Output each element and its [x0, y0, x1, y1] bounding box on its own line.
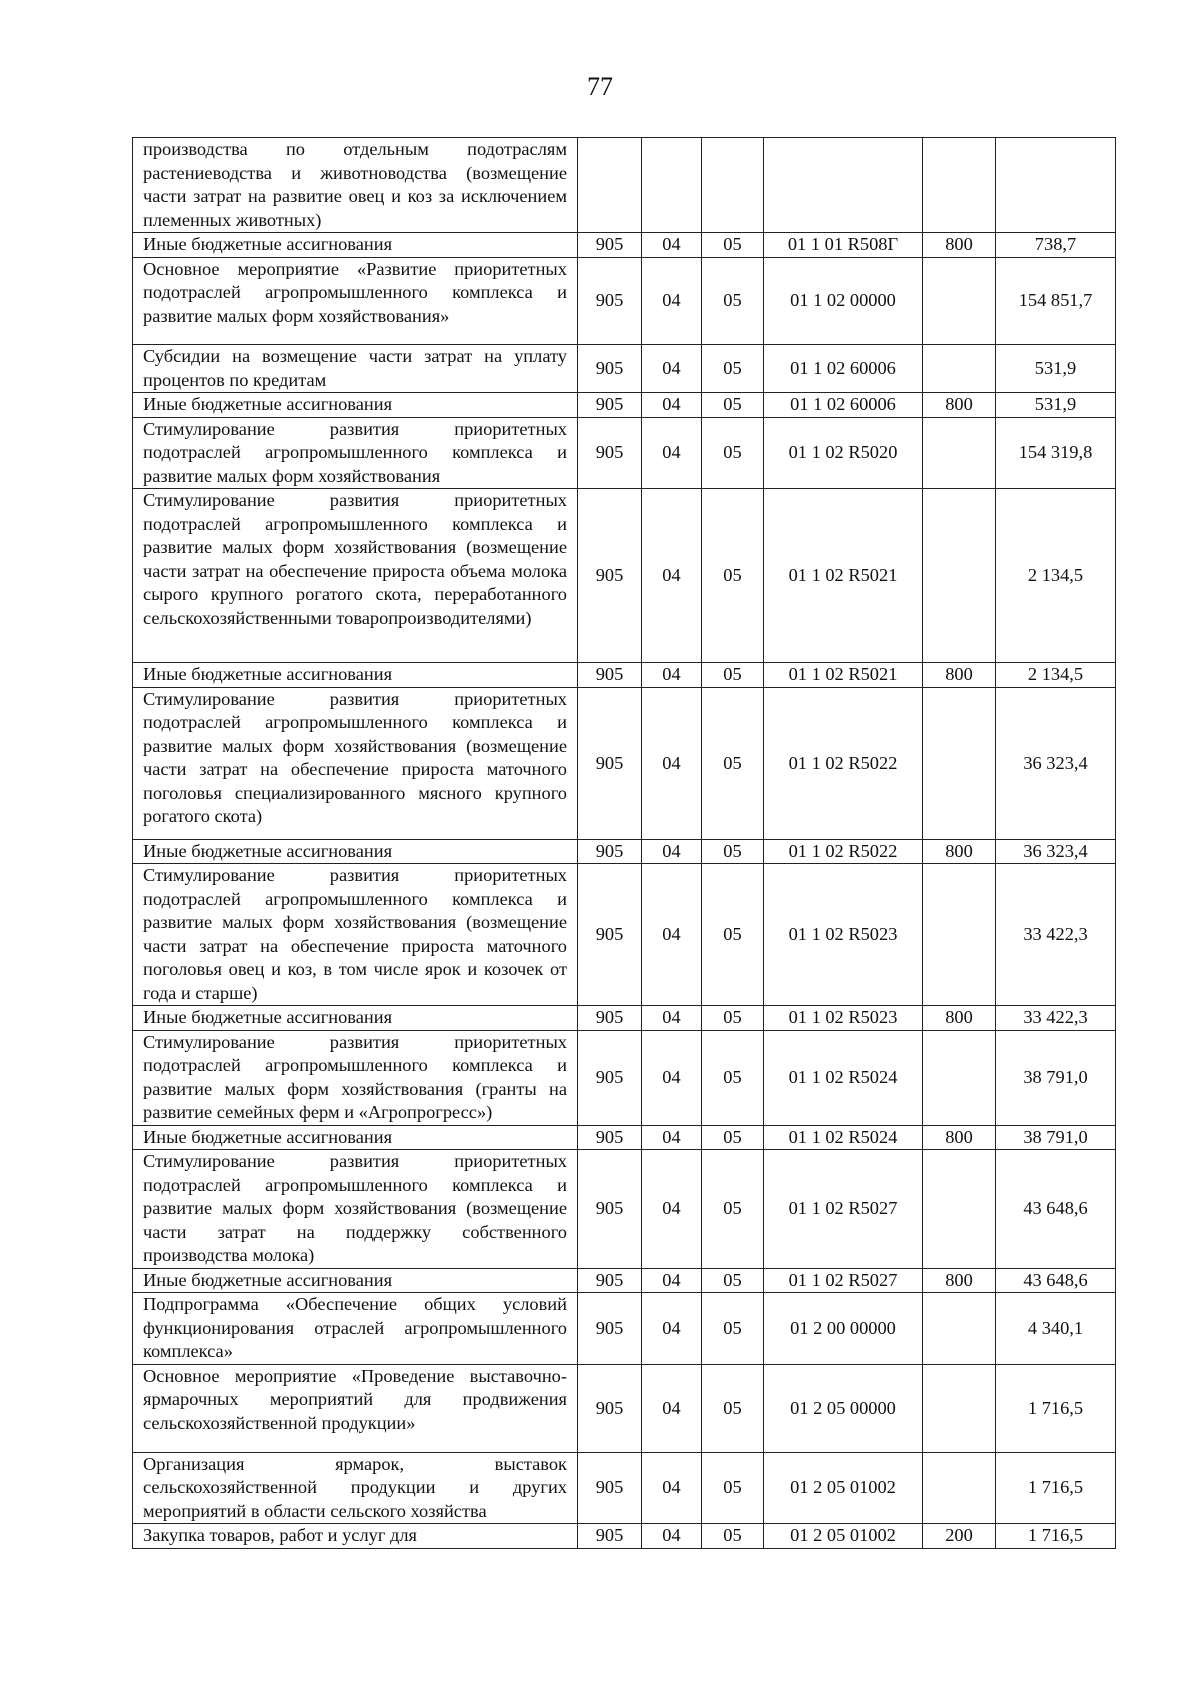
table-row: [133, 1452, 1116, 1524]
table-row: [133, 1268, 1116, 1293]
row-section-code-cell: 04: [642, 1364, 702, 1452]
row-subsection-code-cell: 05: [702, 1293, 764, 1365]
row-amount-cell: 1 716,5: [996, 1524, 1116, 1549]
row-amount-cell: 531,9: [996, 393, 1116, 418]
row-name-cell: Стимулирование развития приоритетных подотраслей агропромышленного комплекса и развитие малых форм хозяйствования (возмещение части затрат на поддержку собственного производства молока): [133, 1150, 578, 1269]
row-section-code-cell: 04: [642, 1524, 702, 1549]
row-admin-code-cell: 905: [578, 1268, 642, 1293]
row-target-article-cell: 01 1 02 R5027: [764, 1150, 923, 1269]
table-row: [133, 257, 1116, 345]
row-expense-type-cell: [923, 687, 996, 839]
table-row: [133, 663, 1116, 688]
row-amount-cell: 2 134,5: [996, 663, 1116, 688]
row-section-code-cell: 04: [642, 1268, 702, 1293]
row-subsection-code-cell: [702, 138, 764, 233]
table-row: [133, 417, 1116, 489]
row-name-cell: Иные бюджетные ассигнования: [133, 1006, 578, 1031]
row-subsection-code-cell: 05: [702, 687, 764, 839]
row-section-code-cell: 04: [642, 1006, 702, 1031]
row-amount-cell: 38 791,0: [996, 1125, 1116, 1150]
row-section-code-cell: 04: [642, 1293, 702, 1365]
row-name-cell: Стимулирование развития приоритетных подотраслей агропромышленного комплекса и развитие малых форм хозяйствования: [133, 417, 578, 489]
row-admin-code-cell: 905: [578, 864, 642, 1006]
row-section-code-cell: 04: [642, 687, 702, 839]
row-expense-type-cell: 800: [923, 1125, 996, 1150]
row-expense-type-cell: 800: [923, 839, 996, 864]
row-admin-code-cell: 905: [578, 1030, 642, 1125]
row-subsection-code-cell: 05: [702, 1030, 764, 1125]
row-name-cell: Субсидии на возмещение части затрат на уплату процентов по кредитам: [133, 345, 578, 393]
row-expense-type-cell: [923, 1293, 996, 1365]
row-subsection-code-cell: 05: [702, 1150, 764, 1269]
row-name-cell: Иные бюджетные ассигнования: [133, 1268, 578, 1293]
row-admin-code-cell: [578, 138, 642, 233]
row-admin-code-cell: 905: [578, 687, 642, 839]
table-row: [133, 1524, 1116, 1549]
table-row: [133, 1364, 1116, 1452]
row-target-article-cell: 01 2 00 00000: [764, 1293, 923, 1365]
row-subsection-code-cell: 05: [702, 1268, 764, 1293]
row-target-article-cell: 01 2 05 00000: [764, 1364, 923, 1452]
row-section-code-cell: [642, 138, 702, 233]
row-admin-code-cell: 905: [578, 393, 642, 418]
row-section-code-cell: 04: [642, 864, 702, 1006]
row-expense-type-cell: [923, 1364, 996, 1452]
table-row: [133, 839, 1116, 864]
row-admin-code-cell: 905: [578, 345, 642, 393]
row-subsection-code-cell: 05: [702, 839, 764, 864]
table-row: [133, 1293, 1116, 1365]
row-name-cell: Иные бюджетные ассигнования: [133, 839, 578, 864]
row-amount-cell: [996, 138, 1116, 233]
row-name-cell: Иные бюджетные ассигнования: [133, 1125, 578, 1150]
row-expense-type-cell: 800: [923, 1006, 996, 1031]
row-target-article-cell: 01 1 02 60006: [764, 345, 923, 393]
row-name-cell: Иные бюджетные ассигнования: [133, 233, 578, 258]
row-admin-code-cell: 905: [578, 1150, 642, 1269]
row-section-code-cell: 04: [642, 1030, 702, 1125]
row-name-cell: Стимулирование развития приоритетных подотраслей агропромышленного комплекса и развитие малых форм хозяйствования (возмещение части затрат на обеспечение прироста маточного поголовья овец и коз, в том числе ярок и козочек от года и старше): [133, 864, 578, 1006]
row-name-cell: Основное мероприятие «Проведение выставочно-ярмарочных мероприятий для продвижения сельскохозяйственной продукции»: [133, 1364, 578, 1452]
row-subsection-code-cell: 05: [702, 663, 764, 688]
table-row: [133, 138, 1116, 233]
row-section-code-cell: 04: [642, 1150, 702, 1269]
table-row: [133, 345, 1116, 393]
row-target-article-cell: 01 1 02 R5021: [764, 489, 923, 663]
table-row: [133, 1006, 1116, 1031]
row-name-cell: Закупка товаров, работ и услуг для: [133, 1524, 578, 1549]
row-admin-code-cell: 905: [578, 489, 642, 663]
table-row: [133, 233, 1116, 258]
table-row: [133, 1030, 1116, 1125]
row-amount-cell: 2 134,5: [996, 489, 1116, 663]
row-admin-code-cell: 905: [578, 839, 642, 864]
row-target-article-cell: 01 1 02 R5024: [764, 1125, 923, 1150]
row-subsection-code-cell: 05: [702, 417, 764, 489]
row-target-article-cell: 01 1 02 00000: [764, 257, 923, 345]
row-section-code-cell: 04: [642, 257, 702, 345]
row-admin-code-cell: 905: [578, 417, 642, 489]
row-subsection-code-cell: 05: [702, 1364, 764, 1452]
page-number: 77: [587, 72, 613, 101]
row-subsection-code-cell: 05: [702, 1524, 764, 1549]
table-row: [133, 393, 1116, 418]
row-amount-cell: 33 422,3: [996, 1006, 1116, 1031]
row-expense-type-cell: [923, 864, 996, 1006]
row-subsection-code-cell: 05: [702, 1452, 764, 1524]
row-name-cell: производства по отдельным подотраслям растениеводства и животноводства (возмещение части затрат на развитие овец и коз за исключением племенных животных): [133, 138, 578, 233]
row-target-article-cell: 01 1 02 R5022: [764, 839, 923, 864]
budget-table-body: [133, 138, 1116, 1549]
row-expense-type-cell: [923, 1452, 996, 1524]
row-section-code-cell: 04: [642, 345, 702, 393]
table-row: [133, 1150, 1116, 1269]
row-expense-type-cell: 800: [923, 1268, 996, 1293]
row-name-cell: Иные бюджетные ассигнования: [133, 663, 578, 688]
row-subsection-code-cell: 05: [702, 233, 764, 258]
row-subsection-code-cell: 05: [702, 345, 764, 393]
row-amount-cell: 738,7: [996, 233, 1116, 258]
row-amount-cell: 154 319,8: [996, 417, 1116, 489]
table-row: [133, 1125, 1116, 1150]
row-target-article-cell: 01 1 02 R5024: [764, 1030, 923, 1125]
row-expense-type-cell: 800: [923, 233, 996, 258]
row-target-article-cell: 01 1 02 R5021: [764, 663, 923, 688]
row-expense-type-cell: [923, 489, 996, 663]
row-expense-type-cell: 800: [923, 393, 996, 418]
row-name-cell: Организация ярмарок, выставок сельскохозяйственной продукции и других мероприятий в области сельского хозяйства: [133, 1452, 578, 1524]
row-expense-type-cell: [923, 1150, 996, 1269]
row-subsection-code-cell: 05: [702, 1006, 764, 1031]
row-section-code-cell: 04: [642, 1125, 702, 1150]
row-name-cell: Основное мероприятие «Развитие приоритетных подотраслей агропромышленного комплекса и развитие малых форм хозяйствования»: [133, 257, 578, 345]
row-amount-cell: 4 340,1: [996, 1293, 1116, 1365]
row-amount-cell: 36 323,4: [996, 687, 1116, 839]
row-expense-type-cell: 800: [923, 663, 996, 688]
row-name-cell: Подпрограмма «Обеспечение общих условий функционирования отраслей агропромышленного комплекса»: [133, 1293, 578, 1365]
row-target-article-cell: 01 1 02 R5022: [764, 687, 923, 839]
row-subsection-code-cell: 05: [702, 257, 764, 345]
row-admin-code-cell: 905: [578, 233, 642, 258]
row-admin-code-cell: 905: [578, 1524, 642, 1549]
row-target-article-cell: 01 2 05 01002: [764, 1452, 923, 1524]
row-expense-type-cell: [923, 345, 996, 393]
row-expense-type-cell: [923, 138, 996, 233]
table-row: [133, 864, 1116, 1006]
row-section-code-cell: 04: [642, 417, 702, 489]
row-section-code-cell: 04: [642, 489, 702, 663]
row-amount-cell: 43 648,6: [996, 1268, 1116, 1293]
row-amount-cell: 1 716,5: [996, 1452, 1116, 1524]
row-section-code-cell: 04: [642, 393, 702, 418]
row-subsection-code-cell: 05: [702, 1125, 764, 1150]
row-admin-code-cell: 905: [578, 663, 642, 688]
row-target-article-cell: 01 1 02 60006: [764, 393, 923, 418]
row-target-article-cell: 01 1 02 R5023: [764, 1006, 923, 1031]
row-subsection-code-cell: 05: [702, 489, 764, 663]
row-section-code-cell: 04: [642, 233, 702, 258]
row-section-code-cell: 04: [642, 839, 702, 864]
row-subsection-code-cell: 05: [702, 864, 764, 1006]
row-amount-cell: 38 791,0: [996, 1030, 1116, 1125]
row-subsection-code-cell: 05: [702, 393, 764, 418]
row-name-cell: Иные бюджетные ассигнования: [133, 393, 578, 418]
row-expense-type-cell: 200: [923, 1524, 996, 1549]
row-name-cell: Стимулирование развития приоритетных подотраслей агропромышленного комплекса и развитие малых форм хозяйствования (возмещение части затрат на обеспечение прироста объема молока сырого крупного рогатого скота, переработанного сельскохозяйственными товаропроизводителями): [133, 489, 578, 663]
row-expense-type-cell: [923, 257, 996, 345]
row-target-article-cell: [764, 138, 923, 233]
row-target-article-cell: 01 1 01 R508Г: [764, 233, 923, 258]
row-target-article-cell: 01 2 05 01002: [764, 1524, 923, 1549]
row-admin-code-cell: 905: [578, 1364, 642, 1452]
row-section-code-cell: 04: [642, 1452, 702, 1524]
row-amount-cell: 531,9: [996, 345, 1116, 393]
row-target-article-cell: 01 1 02 R5020: [764, 417, 923, 489]
row-amount-cell: 36 323,4: [996, 839, 1116, 864]
row-name-cell: Стимулирование развития приоритетных подотраслей агропромышленного комплекса и развитие малых форм хозяйствования (гранты на развитие семейных ферм и «Агропрогресс»): [133, 1030, 578, 1125]
row-target-article-cell: 01 1 02 R5023: [764, 864, 923, 1006]
row-admin-code-cell: 905: [578, 257, 642, 345]
row-section-code-cell: 04: [642, 663, 702, 688]
budget-table: [132, 137, 1116, 1549]
row-amount-cell: 43 648,6: [996, 1150, 1116, 1269]
table-row: [133, 687, 1116, 839]
row-expense-type-cell: [923, 1030, 996, 1125]
table-row: [133, 489, 1116, 663]
row-target-article-cell: 01 1 02 R5027: [764, 1268, 923, 1293]
row-admin-code-cell: 905: [578, 1452, 642, 1524]
row-name-cell: Стимулирование развития приоритетных подотраслей агропромышленного комплекса и развитие малых форм хозяйствования (возмещение части затрат на обеспечение прироста маточного поголовья специализированного мясного крупного рогатого скота): [133, 687, 578, 839]
row-amount-cell: 33 422,3: [996, 864, 1116, 1006]
row-amount-cell: 154 851,7: [996, 257, 1116, 345]
row-amount-cell: 1 716,5: [996, 1364, 1116, 1452]
row-expense-type-cell: [923, 417, 996, 489]
row-admin-code-cell: 905: [578, 1293, 642, 1365]
row-admin-code-cell: 905: [578, 1125, 642, 1150]
row-admin-code-cell: 905: [578, 1006, 642, 1031]
